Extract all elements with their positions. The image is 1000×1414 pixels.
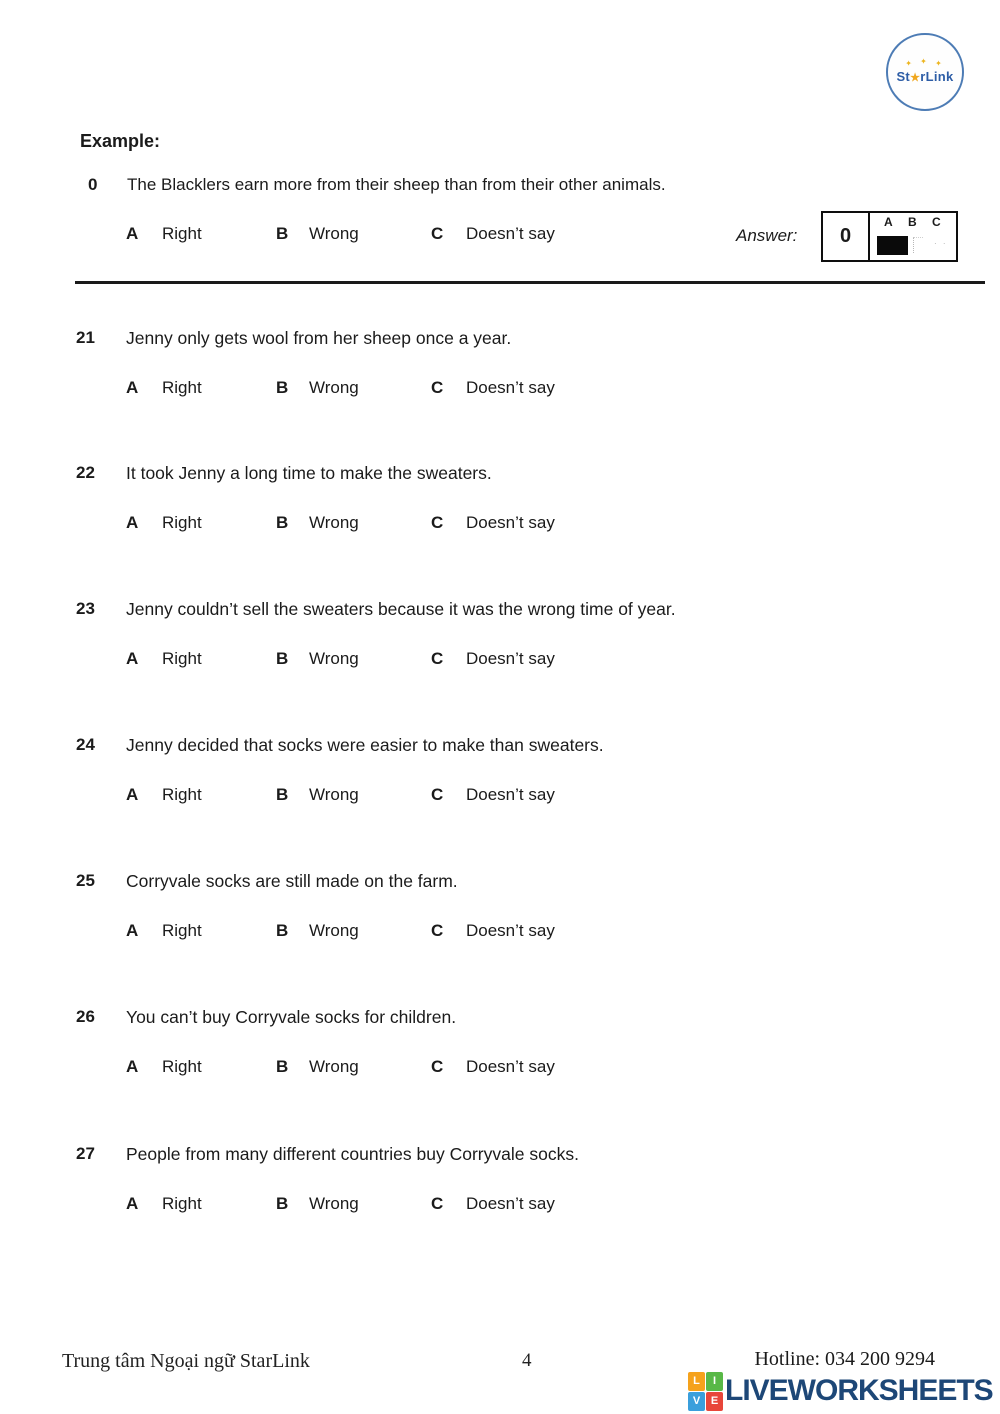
option-c-letter[interactable]: C <box>431 378 444 397</box>
footer-organization: Trung tâm Ngoại ngữ StarLink <box>62 1350 310 1372</box>
option-b-label[interactable]: Wrong <box>309 1057 359 1076</box>
question-options <box>0 785 1000 809</box>
option-b-letter[interactable]: B <box>276 1057 289 1076</box>
example-question-number: 0 <box>88 175 98 194</box>
example-option-c-letter[interactable]: C <box>431 224 444 243</box>
question-block <box>0 463 1000 543</box>
option-b-letter[interactable]: B <box>276 513 289 532</box>
option-c-letter[interactable]: C <box>431 785 444 804</box>
option-b-letter[interactable]: B <box>276 785 289 804</box>
question-number: 24 <box>76 735 95 754</box>
logo-wordmark: St★rLink <box>896 69 954 84</box>
option-c-letter[interactable]: C <box>431 513 444 532</box>
example-option-a-label[interactable]: Right <box>162 224 202 243</box>
answer-column-a: A <box>884 215 893 229</box>
option-c-label[interactable]: Doesn’t say <box>466 378 555 397</box>
example-option-c-label[interactable]: Doesn’t say <box>466 224 555 243</box>
option-a-letter[interactable]: A <box>126 378 139 397</box>
option-b-letter[interactable]: B <box>276 378 289 397</box>
question-options <box>0 1057 1000 1081</box>
question-block <box>0 599 1000 679</box>
liveworksheets-squares <box>688 1372 723 1411</box>
footer-hotline: Hotline: 034 200 9294 <box>754 1348 935 1370</box>
question-number: 21 <box>76 328 95 347</box>
option-b-letter[interactable]: B <box>276 921 289 940</box>
question-text: You can’t buy Corryvale socks for children. <box>126 1007 457 1027</box>
faint-mark <box>913 237 923 253</box>
option-a-label[interactable]: Right <box>162 378 202 397</box>
marked-answer-fill <box>877 236 908 255</box>
option-a-letter[interactable]: A <box>126 921 139 940</box>
question-block <box>0 871 1000 951</box>
option-a-label[interactable]: Right <box>162 1057 202 1076</box>
option-c-label[interactable]: Doesn’t say <box>466 1194 555 1213</box>
option-a-label[interactable]: Right <box>162 921 202 940</box>
option-b-letter[interactable]: B <box>276 649 289 668</box>
answer-column-b: B <box>908 215 917 229</box>
option-a-label[interactable]: Right <box>162 1194 202 1213</box>
question-block <box>0 1144 1000 1224</box>
logo-stars-arc: ✦ ✦ ✦ <box>905 57 945 68</box>
question-text: Jenny decided that socks were easier to make than sweaters. <box>126 735 604 755</box>
option-b-letter[interactable]: B <box>276 1194 289 1213</box>
question-block <box>0 1007 1000 1087</box>
option-a-letter[interactable]: A <box>126 1194 139 1213</box>
option-b-label[interactable]: Wrong <box>309 513 359 532</box>
question-number: 27 <box>76 1144 95 1163</box>
logo-square-i: I <box>706 1372 723 1391</box>
example-heading: Example: <box>80 131 161 151</box>
question-number: 25 <box>76 871 95 890</box>
option-c-label[interactable]: Doesn’t say <box>466 785 555 804</box>
option-a-label[interactable]: Right <box>162 649 202 668</box>
question-options <box>0 649 1000 673</box>
option-b-label[interactable]: Wrong <box>309 1194 359 1213</box>
starlink-logo <box>886 33 964 111</box>
option-c-letter[interactable]: C <box>431 1194 444 1213</box>
option-a-label[interactable]: Right <box>162 513 202 532</box>
example-option-b-letter[interactable]: B <box>276 224 289 243</box>
option-b-label[interactable]: Wrong <box>309 378 359 397</box>
answer-box <box>821 211 958 262</box>
option-c-label[interactable]: Doesn’t say <box>466 513 555 532</box>
option-b-label[interactable]: Wrong <box>309 921 359 940</box>
option-b-label[interactable]: Wrong <box>309 649 359 668</box>
example-option-b-label[interactable]: Wrong <box>309 224 359 243</box>
question-text: People from many different countries buy Corryvale socks. <box>126 1144 579 1164</box>
answer-label: Answer: <box>736 226 798 245</box>
option-a-letter[interactable]: A <box>126 785 139 804</box>
question-text: It took Jenny a long time to make the sweaters. <box>126 463 492 483</box>
question-block <box>0 735 1000 815</box>
page-number: 4 <box>522 1350 532 1371</box>
answer-box-grid <box>870 213 956 260</box>
option-a-letter[interactable]: A <box>126 649 139 668</box>
example-question-text: The Blacklers earn more from their sheep than from their other animals. <box>127 175 666 194</box>
liveworksheets-wordmark: LIVEWORKSHEETS <box>725 1374 993 1407</box>
answer-column-c: C <box>932 215 941 229</box>
question-number: 22 <box>76 463 95 482</box>
question-block <box>0 328 1000 408</box>
logo-square-v: V <box>688 1392 705 1411</box>
question-text: Jenny couldn’t sell the sweaters because it was the wrong time of year. <box>126 599 676 619</box>
example-option-a-letter[interactable]: A <box>126 224 139 243</box>
section-divider <box>75 281 985 284</box>
question-options <box>0 921 1000 945</box>
option-c-letter[interactable]: C <box>431 1057 444 1076</box>
question-options <box>0 1194 1000 1218</box>
option-a-letter[interactable]: A <box>126 513 139 532</box>
option-b-label[interactable]: Wrong <box>309 785 359 804</box>
liveworksheets-logo[interactable] <box>688 1371 993 1411</box>
option-c-label[interactable]: Doesn’t say <box>466 649 555 668</box>
question-text: Corryvale socks are still made on the farm. <box>126 871 458 891</box>
question-options <box>0 513 1000 537</box>
question-options <box>0 378 1000 402</box>
logo-square-l: L <box>688 1372 705 1391</box>
logo-square-e: E <box>706 1392 723 1411</box>
answer-box-number: 0 <box>823 213 870 260</box>
question-number: 26 <box>76 1007 95 1026</box>
question-text: Jenny only gets wool from her sheep once a year. <box>126 328 512 348</box>
faint-mark: · · <box>934 239 948 248</box>
star-icon: ★ <box>910 72 921 84</box>
option-a-letter[interactable]: A <box>126 1057 139 1076</box>
option-c-letter[interactable]: C <box>431 649 444 668</box>
option-a-label[interactable]: Right <box>162 785 202 804</box>
option-c-label[interactable]: Doesn’t say <box>466 921 555 940</box>
option-c-letter[interactable]: C <box>431 921 444 940</box>
question-number: 23 <box>76 599 95 618</box>
option-c-label[interactable]: Doesn’t say <box>466 1057 555 1076</box>
